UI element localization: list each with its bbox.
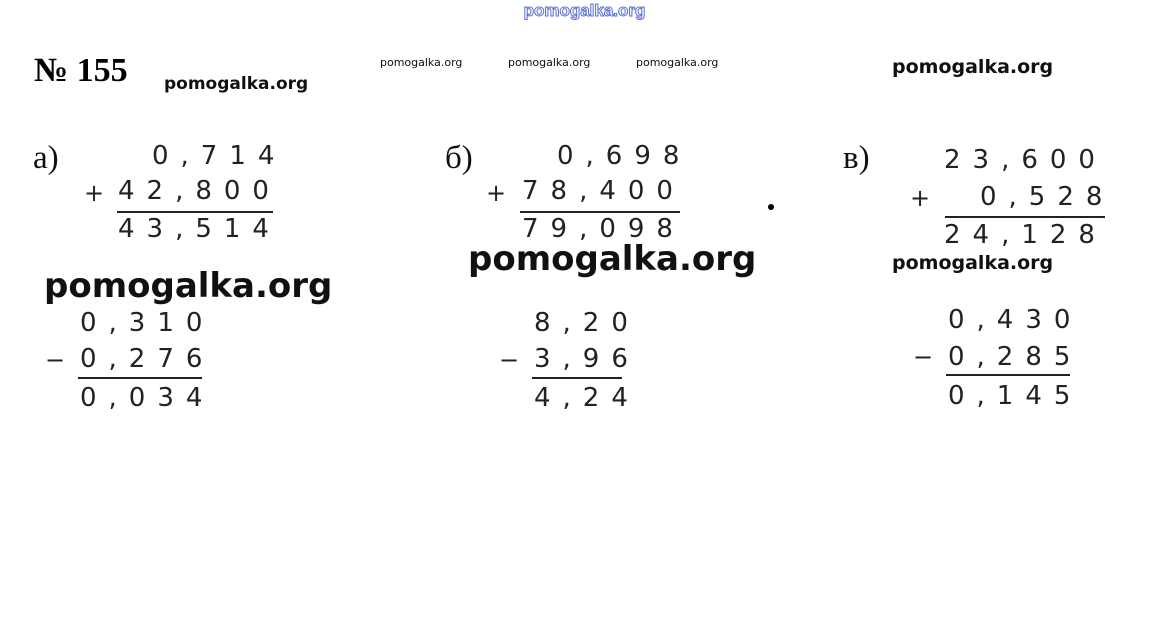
watermark-text: pomogalka.org	[892, 56, 1054, 78]
watermark-text: pomogalka.org	[468, 239, 757, 279]
addend-bottom: 0,528	[980, 182, 1115, 212]
difference-result: 0,145	[948, 381, 1083, 411]
part-label-c: в)	[843, 140, 870, 176]
watermark-text: pomogalka.org	[636, 56, 719, 69]
plus-sign: +	[910, 184, 931, 212]
sum-result: 24,128	[944, 220, 1107, 250]
sum-line	[117, 211, 273, 213]
minuend: 0,430	[948, 305, 1083, 335]
difference-line	[78, 377, 202, 379]
sum-line	[520, 211, 680, 213]
minus-sign: −	[499, 346, 520, 374]
part-label-b: б)	[445, 140, 473, 176]
subtrahend: 0,276	[80, 344, 215, 374]
addend-top: 0,698	[557, 141, 692, 171]
difference-result: 0,034	[80, 383, 215, 413]
watermark-text: pomogalka.org	[44, 266, 333, 306]
addend-bottom: 78,400	[522, 176, 685, 206]
minuend: 8,20	[534, 308, 640, 338]
part-label-a: а)	[33, 140, 59, 176]
subtrahend: 0,285	[948, 342, 1083, 372]
minuend: 0,310	[80, 308, 215, 338]
watermark-text: pomogalka.org	[508, 56, 591, 69]
plus-sign: +	[84, 179, 105, 207]
difference-result: 4,24	[534, 383, 640, 413]
minus-sign: −	[913, 343, 934, 371]
task-number: № 155	[34, 52, 128, 89]
addend-top: 23,600	[944, 145, 1107, 175]
watermark-text: pomogalka.org	[892, 252, 1054, 274]
sum-result: 43,514	[118, 214, 281, 244]
watermark-text: pomogalka.org	[164, 74, 309, 94]
stray-dot	[768, 204, 774, 210]
top-watermark: pomogalka.org	[523, 1, 646, 20]
subtrahend: 3,96	[534, 344, 640, 374]
difference-line	[946, 374, 1070, 376]
sum-result: 79,098	[522, 214, 685, 244]
plus-sign: +	[486, 179, 507, 207]
addend-top: 0,714	[152, 141, 287, 171]
minus-sign: −	[45, 346, 66, 374]
difference-line	[532, 377, 622, 379]
addend-bottom: 42,800	[118, 176, 281, 206]
sum-line	[945, 216, 1105, 218]
watermark-text: pomogalka.org	[380, 56, 463, 69]
